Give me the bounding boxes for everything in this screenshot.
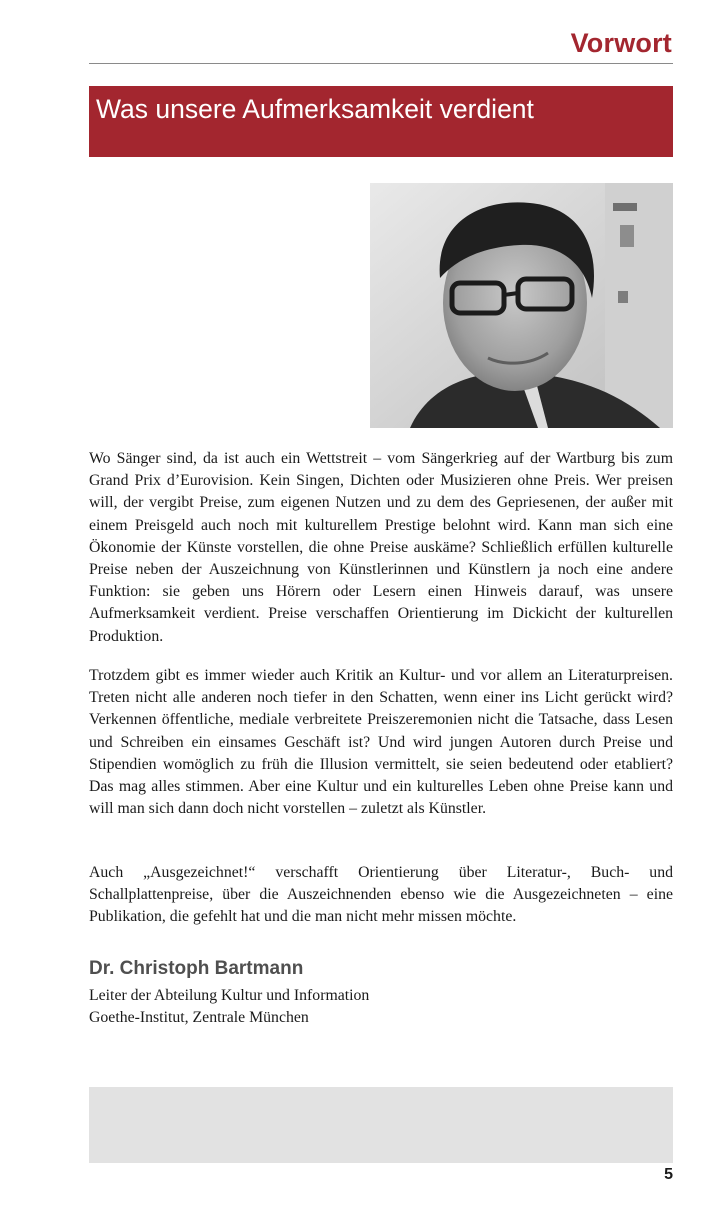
author-role: Leiter der Abteilung Kultur und Information [89,987,370,1004]
portrait-photo [370,183,673,428]
body-paragraph-2: Trotzdem gibt es immer wieder auch Kritik an Kultur- und vor allem an Literaturpreisen. Treten nicht alle anderen noch tiefer in den Schatten, wenn einer ins Licht gerückt wird? Verkennen öffentliche, mediale verbreitete Preiszeremonien nicht die Tatsache, dass Lesen und Schreiben ein einsames Geschäft ist? Und wird jungen Autoren durch Preise und Stipendien womöglich zu früh die Illusion vermittelt, sie seien bedeutend oder etabliert? Das mag alles stimmen. Aber eine Kultur und ein kulturelles Leben ohne Preise kann und will man sich dann doch nicht vorstellen – zuletzt als Künstler. [89,667,673,818]
body-paragraph-3: Auch „Ausgezeichnet!“ verschafft Orientierung über Literatur-, Buch- und Schallplattenpreise, über die Auszeichnenden ebenso wie die Ausgezeichneten – eine Publikation, die gefehlt hat und die man nicht mehr missen möchte. [89,864,673,926]
section-title: Vorwort [570,28,672,58]
body-paragraph-1: Wo Sänger sind, da ist auch ein Wettstreit – vom Sängerkrieg auf der Wartburg bis zum Grand Prix d’Eurovision. Kein Singen, Dichten oder Musizieren ohne Preis. Wer preisen will, der vergibt Preise, zum eigenen Nutzen und zu dem des Gepriesenen, der außer mit einem Preisgeld auch noch mit kulturellem Prestige belohnt wird. Kann man sich eine Ökonomie der Künste vorstellen, die ohne Preise auskäme? Schließlich erfüllen kulturelle Preise neben der Auszeichnung von Künstlerinnen und Künstlern ja noch eine andere Funktion: sie geben uns Hörern oder Lesern einen Hinweis darauf, was unsere Aufmerksamkeit verdient. Preise verschaffen Orientierung im Dickicht der kulturellen Produktion. [89,450,673,645]
footer-box [89,1087,673,1163]
page-title: Was unsere Aufmerksamkeit verdient [96,94,534,124]
page-number: 5 [664,1166,673,1183]
title-banner [89,86,673,157]
author-institution: Goethe-Institut, Zentrale München [89,1009,309,1026]
author-name: Dr. Christoph Bartmann [89,958,304,979]
header-divider [89,63,673,64]
